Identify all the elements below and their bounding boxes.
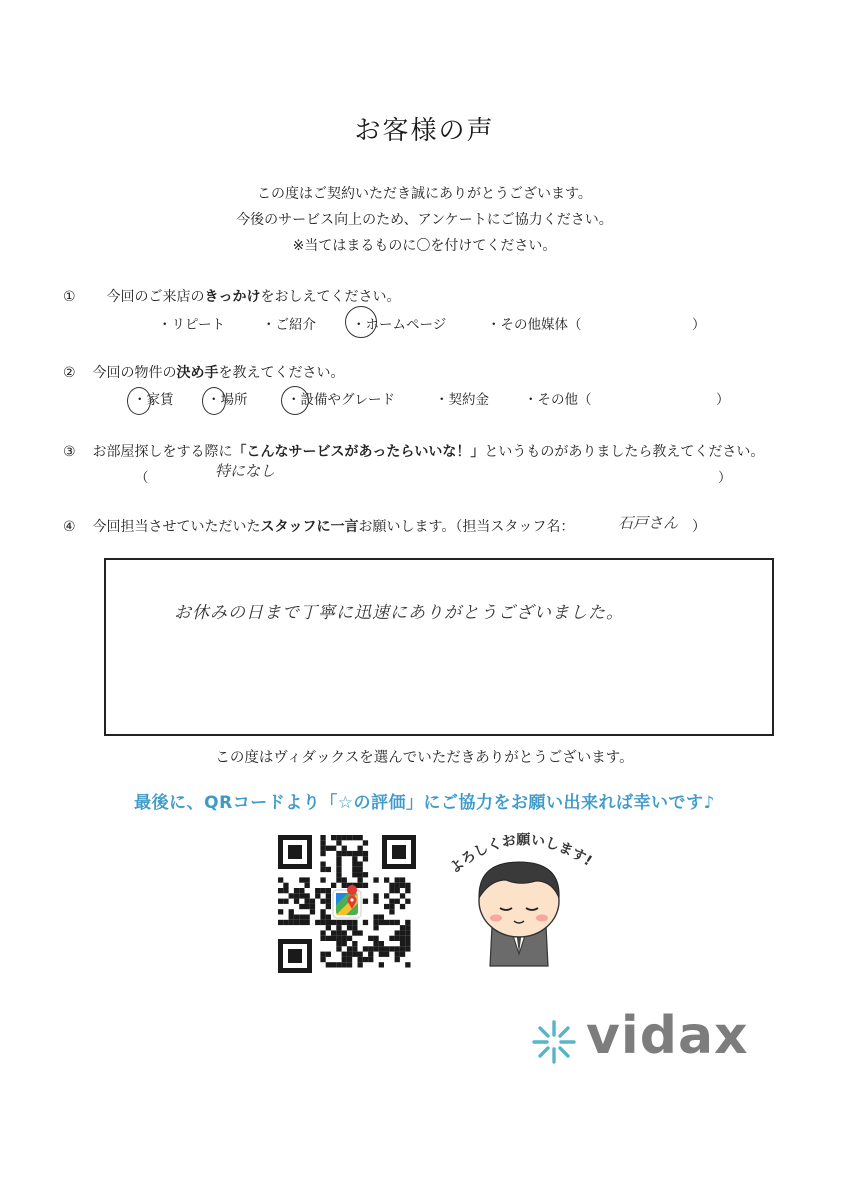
qr-module [352,920,357,925]
qr-module [283,899,288,904]
q2-number: ② [63,365,76,381]
qr-module [379,946,384,951]
qr-module [278,920,283,925]
qr-module [373,941,378,946]
qr-module [326,915,331,920]
qr-module [400,883,405,888]
qr-module [326,867,331,872]
qr-module [326,925,331,930]
qr-module [278,888,283,893]
bowing-staff-illustration [440,826,600,976]
qr-module [278,877,283,882]
map-pin-icon [333,885,361,918]
intro-line-3: ※当てはまるものに〇を付けてください。 [292,238,557,254]
q3-handwritten-answer: 特になし [215,462,276,480]
qr-module [405,883,410,888]
q4-staff-name: 石戸さん [618,514,679,532]
qr-module [331,883,336,888]
qr-module [336,920,341,925]
qr-module [336,930,341,935]
qr-module [358,851,363,856]
q3-text-post: というものがありましたら教えてください。 [484,444,765,460]
q1-number: ① [63,289,76,305]
qr-module [299,915,304,920]
qr-module [373,925,378,930]
q2-text-post: を教えてください。 [218,365,345,381]
qr-module [352,925,357,930]
qr-module [352,851,357,856]
qr-module [326,899,331,904]
qr-module [379,915,384,920]
handwritten-message: お休みの日まで丁寧に迅速にありがとうございました。 [174,603,624,623]
qr-module [363,946,368,951]
q2-rent-circle [127,387,151,415]
qr-module [395,899,400,904]
qr-module [395,883,400,888]
qr-module [283,920,288,925]
qr-module [342,941,347,946]
thanks-line: この度はヴィダックスを選んでいただきありがとうございます。 [215,750,634,766]
qr-module [347,925,352,930]
qr-module [326,952,331,957]
qr-module [305,877,310,882]
q3-text-bold: 「こんなサービスがあったらいいな！」 [232,444,485,460]
q3-number: ③ [63,444,76,460]
qr-module [400,941,405,946]
qr-module [395,957,400,962]
qr-module [305,893,310,898]
qr-module [405,930,410,935]
qr-module [352,952,357,957]
q1-text-post: をおしえてください。 [260,289,401,305]
q2-option-facilities[interactable]: ・設備やグレード [287,392,395,408]
qr-module [363,883,368,888]
qr-module [352,856,357,861]
qr-module [342,835,347,840]
qr-module [389,883,394,888]
q2-text-pre: 今回の物件の [92,365,177,381]
qr-module [289,893,294,898]
q1-option-other-close: ） [692,317,706,333]
qr-module [305,915,310,920]
q4-text-bold: スタッフに一言 [260,519,359,535]
qr-module [347,835,352,840]
qr-module [373,936,378,941]
qr-module [363,856,368,861]
qr-module [405,888,410,893]
qr-module [342,846,347,851]
q2-option-other-close: ） [716,392,730,408]
qr-module [336,925,341,930]
qr-module [352,930,357,935]
qr-module [363,957,368,962]
qr-module [305,904,310,909]
q1-option-other-media[interactable]: ・その他媒体（ [487,317,582,333]
question-4 [63,516,574,536]
qr-module [389,909,394,914]
qr-module [305,920,310,925]
qr-module [368,946,373,951]
qr-module [347,851,352,856]
qr-module [336,872,341,877]
qr-module [363,851,368,856]
question-2 [63,362,344,382]
qr-module [336,851,341,856]
qr-module [400,936,405,941]
qr-module [283,888,288,893]
qr-module [400,952,405,957]
q2-option-location[interactable]: ・場所 [207,392,248,408]
qr-module [358,962,363,967]
qr-module [336,936,341,941]
qr-module [358,930,363,935]
qr-module [315,920,320,925]
q4-text-post: お願いします。（担当スタッフ名： [358,519,575,535]
qr-module [326,962,331,967]
qr-module [336,856,341,861]
qr-module [384,952,389,957]
qr-module [336,946,341,951]
qr-module [342,920,347,925]
qr-module [320,840,325,845]
qr-module [358,877,363,882]
qr-module [400,946,405,951]
qr-module [336,840,341,845]
q4-text-pre: 今回担当させていただいた [92,519,261,535]
message-box[interactable] [104,558,774,736]
q3-answer-close: ） [718,470,732,486]
qr-module [320,952,325,957]
qr-module [310,899,315,904]
qr-module [358,862,363,867]
qr-module [299,920,304,925]
qr-module [320,846,325,851]
qr-module [379,941,384,946]
qr-module [405,962,410,967]
qr-module [389,920,394,925]
qr-module [384,877,389,882]
qr-module [384,904,389,909]
qr-module [326,893,331,898]
qr-module [400,925,405,930]
qr-module [342,936,347,941]
qr-module [405,941,410,946]
qr-module [278,899,283,904]
q2-option-rent[interactable]: ・家賃 [133,392,174,408]
qr-module [342,883,347,888]
qr-module [358,846,363,851]
qr-module [384,893,389,898]
qr-module [368,936,373,941]
intro-line-1: この度はご契約いただき誠にありがとうございます。 [257,186,592,202]
qr-module [320,920,325,925]
qr-module [283,883,288,888]
qr-module [389,936,394,941]
qr-module [395,877,400,882]
qr-module [384,946,389,951]
q4-number: ④ [63,519,76,535]
qr-module [320,957,325,962]
q2-location-circle [202,387,226,415]
question-3 [63,441,764,461]
qr-module [310,904,315,909]
qr-module [405,936,410,941]
q3-text-pre: お部屋探しをする際に [92,444,233,460]
q1-option-repeat[interactable]: ・リピート [158,317,225,333]
qr-module [389,888,394,893]
qr-module [358,872,363,877]
q1-option-homepage[interactable]: ・ホームページ [352,317,447,333]
qr-module [294,899,299,904]
qr-module [315,893,320,898]
intro-line-2: 今後のサービス向上のため、アンケートにご協力ください。 [236,212,613,228]
qr-module [384,920,389,925]
qr-code[interactable] [276,833,418,975]
qr-module [342,957,347,962]
qr-module [342,930,347,935]
qr-module [336,835,341,840]
qr-module [299,893,304,898]
qr-module [352,872,357,877]
qr-module [363,872,368,877]
qr-module [405,899,410,904]
qr-module [326,936,331,941]
qr-module [336,867,341,872]
qr-module [278,909,283,914]
vidax-logo-icon [530,1018,578,1066]
qr-module [379,920,384,925]
qr-module [336,877,341,882]
qr-module [352,941,357,946]
qr-module [389,899,394,904]
qr-module [320,899,325,904]
qr-module [326,846,331,851]
qr-module [294,888,299,893]
qr-module [395,930,400,935]
qr-module [400,904,405,909]
qr-module [320,877,325,882]
qr-request-line: 最後に、QRコードより「☆の評価」にご協力をお願い出来れば幸いです♪ [134,793,715,813]
qr-module [363,920,368,925]
qr-module [289,909,294,914]
qr-module [389,946,394,951]
qr-module [379,952,384,957]
qr-module [358,867,363,872]
qr-module [289,920,294,925]
qr-module [305,883,310,888]
qr-module [373,893,378,898]
qr-module [331,846,336,851]
qr-module [373,946,378,951]
qr-module [342,952,347,957]
qr-module [395,920,400,925]
qr-module [405,920,410,925]
qr-module [294,920,299,925]
qr-module [320,867,325,872]
q1-option-referral[interactable]: ・ご紹介 [262,317,316,333]
qr-module [352,835,357,840]
qr-module [347,952,352,957]
qr-module [379,962,384,967]
qr-module [389,904,394,909]
qr-module [373,920,378,925]
qr-module [405,946,410,951]
qr-module [347,936,352,941]
qr-module [299,904,304,909]
qr-module [400,877,405,882]
qr-module [352,946,357,951]
question-1 [63,286,400,306]
q4-close: ） [692,519,706,535]
qr-module [320,888,325,893]
qr-module [320,909,325,914]
qr-module [320,862,325,867]
qr-module [289,915,294,920]
q1-selection-circle [345,306,377,338]
qr-module [299,877,304,882]
qr-module [320,915,325,920]
qr-module [373,899,378,904]
qr-module [347,962,352,967]
qr-module [342,962,347,967]
qr-module [326,904,331,909]
qr-module [368,957,373,962]
q2-text-bold: 決め手 [176,365,219,381]
qr-module [294,915,299,920]
qr-module [347,920,352,925]
qr-module [342,877,347,882]
qr-module [358,835,363,840]
qr-module [373,915,378,920]
qr-module [395,936,400,941]
qr-module [320,930,325,935]
qr-module [336,941,341,946]
q1-text-bold: きっかけ [204,289,261,305]
qr-module [368,952,373,957]
qr-module [310,909,315,914]
qr-module [331,930,336,935]
qr-module [405,925,410,930]
q2-option-other[interactable]: ・その他（ [524,392,592,408]
qr-module [395,888,400,893]
q2-option-deposit[interactable]: ・契約金 [435,392,489,408]
qr-module [331,835,336,840]
qr-module [342,851,347,856]
qr-module [347,957,352,962]
q1-text-pre: 今回のご来店の [106,289,205,305]
q2-facilities-circle [281,386,309,415]
qr-module [363,899,368,904]
qr-module [336,962,341,967]
qr-module [395,946,400,951]
qr-module [305,899,310,904]
qr-module [326,920,331,925]
qr-module [331,962,336,967]
qr-module [320,851,325,856]
qr-module [320,936,325,941]
qr-module [294,893,299,898]
qr-module [336,862,341,867]
qr-code-graphic [276,833,418,975]
qr-module [395,952,400,957]
qr-module [326,888,331,893]
qr-module [373,877,378,882]
qr-module [347,946,352,951]
qr-module [320,835,325,840]
qr-module [358,952,363,957]
q3-answer-open: （ [135,470,149,486]
qr-module [352,862,357,867]
qr-module [299,888,304,893]
speech-text: よろしくお願いします! [446,832,595,877]
qr-module [363,840,368,845]
qr-module [358,883,363,888]
qr-module [331,920,336,925]
qr-module [358,957,363,962]
qr-module [331,936,336,941]
qr-module [400,893,405,898]
page-title: お客様の声 [354,116,495,146]
qr-module [400,930,405,935]
qr-module [352,867,357,872]
qr-module [315,888,320,893]
vidax-logo-text: vidax [586,1006,749,1066]
